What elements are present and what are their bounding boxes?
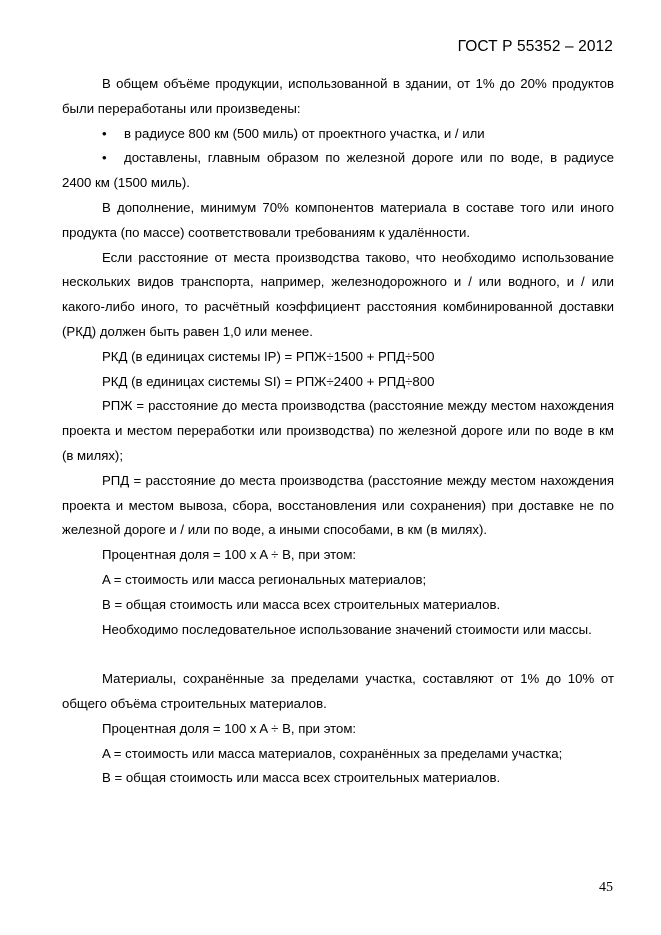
page-number: 45 (599, 880, 613, 895)
definition-b: B = общая стоимость или масса всех строительных материалов. (102, 596, 501, 612)
formula-percentage: Процентная доля = 100 x A ÷ B, при этом: (102, 547, 357, 563)
page-body (62, 72, 614, 791)
bullet-icon: • (102, 125, 107, 141)
formula-percentage-offsite: Процентная доля = 100 x A ÷ B, при этом: (102, 720, 357, 736)
paragraph-consistency: Необходимо последовательное использование значений стоимости или массы. (102, 621, 592, 637)
paragraph-spacer (62, 642, 614, 667)
definition-rpd: РПД = расстояние до места производства (расстояние между местом нахождения проекта и местом вывоза, сбора, восстановления или сохранения) при доставке не по железной дороге и / или по воде, а иными способами, в км (в милях). (62, 472, 614, 538)
document-header: ГОСТ Р 55352 – 2012 (457, 38, 613, 55)
definition-a: A = стоимость или масса региональных материалов; (102, 571, 427, 587)
formula-si: РКД (в единицах системы SI) = РПЖ÷2400 + РПД÷800 (102, 373, 435, 389)
paragraph-intro: В общем объёме продукции, использованной в здании, от 1% до 20% продуктов были переработаны или произведены: (62, 76, 614, 116)
definition-a-offsite: A = стоимость или масса материалов, сохранённых за пределами участка; (102, 745, 563, 761)
formula-ip: РКД (в единицах системы IP) = РПЖ÷1500 + РПД÷500 (102, 348, 435, 364)
list-item-text: в радиусе 800 км (500 миль) от проектного участка, и / или (124, 125, 485, 141)
list-item (62, 146, 614, 196)
definition-b-offsite: B = общая стоимость или масса всех строительных материалов. (102, 770, 501, 786)
bullet-icon: • (102, 150, 107, 166)
paragraph-transport: Если расстояние от места производства таково, что необходимо использование нескольких видов транспорта, например, железнодорожного и / или водного, и / или какого-либо иного, то расчётный коэффициент расстояния комбинированной доставки (РКД) должен быть равен 1,0 или менее. (62, 249, 614, 339)
definition-rpzh: РПЖ = расстояние до места производства (расстояние между местом нахождения проекта и местом переработки или производства) по железной дороге или по воде в км (в милях); (62, 398, 614, 463)
list-item (62, 122, 614, 147)
paragraph-addition: В дополнение, минимум 70% компонентов материала в составе того или иного продукта (по массе) соответствовали требованиям к удалённости. (62, 199, 614, 240)
list-item-text: доставлены, главным образом по железной дороге или по воде, в радиусе 2400 км (1500 миль). (62, 150, 614, 191)
paragraph-offsite: Материалы, сохранённые за пределами участка, составляют от 1% до 10% от общего объёма строительных материалов. (62, 671, 614, 711)
